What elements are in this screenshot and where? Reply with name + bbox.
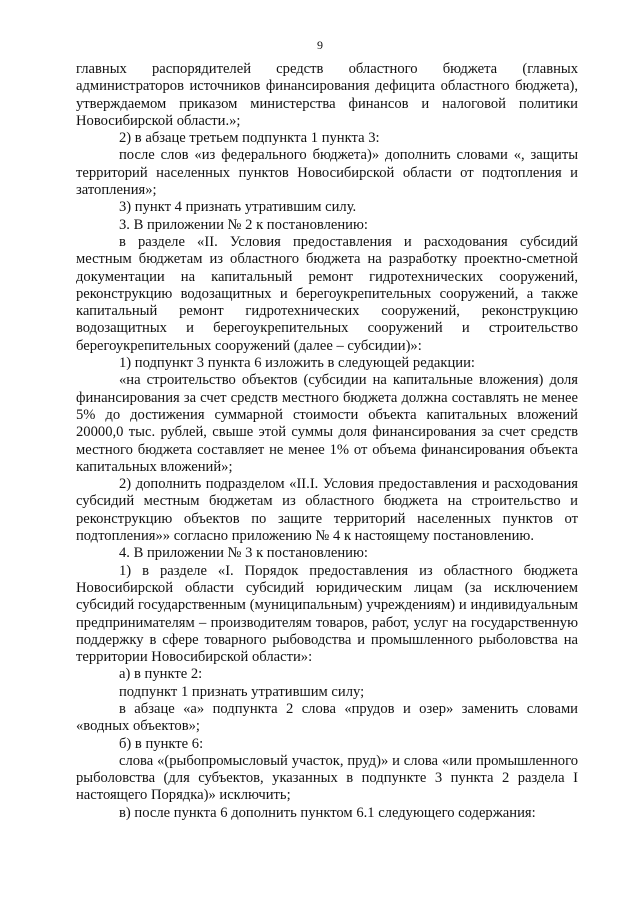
paragraph: 4. В приложении № 3 к постановлению:: [119, 545, 368, 562]
page-number: 9: [317, 38, 323, 52]
paragraph: после слов «из федерального бюджета)» дополнить словами «, защиты территорий населенных пунктов Новосибирской области от подтопления и затопления»;: [76, 147, 578, 199]
paragraph: в разделе «II. Условия предоставления и расходования субсидий местным бюджетам из областного бюджета на разработку проектно-сметной документации на капитальный ремонт гидротехнических сооружений, реконструкцию водозащитных и берегоукрепительных сооружений, а также капитальный ремонт гидротехнических сооружений, реконструкцию водозащитных и берегоукрепительных сооружений и строительство берегоукрепительных сооружений (далее – субсидии)»:: [76, 233, 578, 354]
paragraph: в) после пункта 6 дополнить пунктом 6.1 следующего содержания:: [119, 804, 536, 821]
paragraph: 3. В приложении № 2 к постановлению:: [119, 216, 368, 233]
paragraph: слова «(рыбопромысловый участок, пруд)» и слова «или промышленного рыболовства (для субъектов, указанных в подпункте 3 пункта 2 раздела I настоящего Порядка)» исключить;: [76, 752, 578, 804]
paragraph: «на строительство объектов (субсидии на капитальные вложения) доля финансирования за счет средств местного бюджета должна составлять не менее 5% до достижения суммарной стоимости объекта капитальных вложений 20000,0 тыс. рублей, свыше этой суммы доля финансирования за счет средств местного бюджета составляет не менее 1% от объема финансирования объекта капитальных вложений»;: [76, 372, 578, 475]
paragraph: б) в пункте 6:: [119, 735, 204, 752]
paragraph: подпункт 1 признать утратившим силу;: [119, 683, 365, 700]
paragraph: 3) пункт 4 признать утратившим силу.: [119, 199, 357, 216]
document-body: [76, 61, 578, 822]
paragraph: 1) в разделе «I. Порядок предоставления из областного бюджета Новосибирской области субсидий юридическим лицам (за исключением субсидий государственным (муниципальным) учреждениям) и индивидуальным предпринимателям – производителям товаров, работ, услуг на государственную поддержку в сфере товарного рыбоводства и промышленного рыболовства на территории Новосибирской области»:: [76, 562, 578, 666]
paragraph: главных распорядителей средств областного бюджета (главных администраторов источников финансирования дефицита областного бюджета), утверждаемом приказом министерства финансов и налоговой политики Новосибирской области.»;: [76, 61, 578, 129]
paragraph: в абзаце «а» подпункта 2 слова «прудов и озер» заменить словами «водных объектов»;: [76, 700, 578, 735]
paragraph: 2) дополнить подразделом «II.I. Условия предоставления и расходования субсидий местным бюджетам из областного бюджета на строительство и реконструкцию объектов по защите территорий населенных пунктов от подтопления»» согласно приложению № 4 к настоящему постановлению.: [76, 476, 578, 545]
paragraph: 1) подпункт 3 пункта 6 изложить в следующей редакции:: [119, 355, 475, 372]
paragraph: 2) в абзаце третьем подпункта 1 пункта 3:: [119, 130, 380, 147]
paragraph: а) в пункте 2:: [119, 666, 203, 683]
